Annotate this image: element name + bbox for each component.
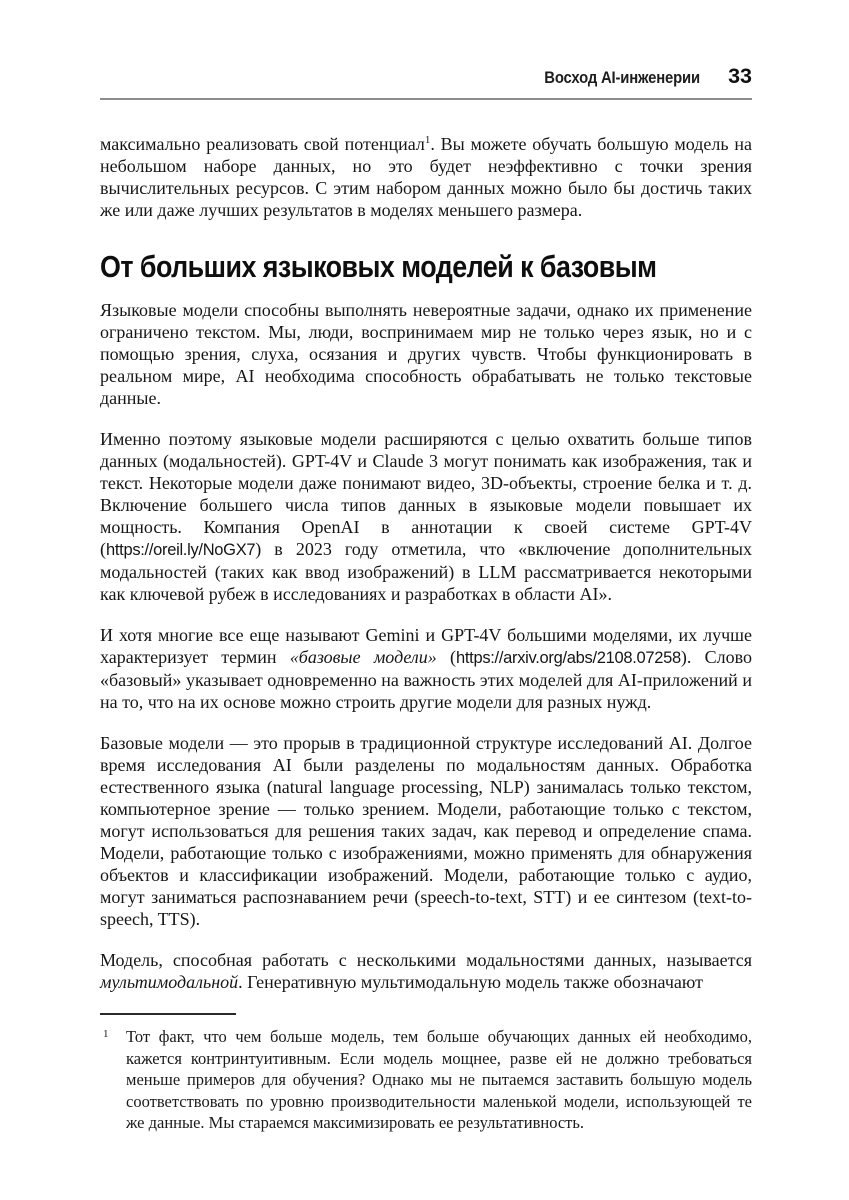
paragraph-text: . Вы можете обучать большую модель на небольшом наборе данных, но это будет неэффективно с точки зрения вычислительных ресурсов. С этим набором данных можно было бы достичь таких же или даже лучших результатов в моделях меньшего размера. xyxy=(100,134,753,220)
paragraph-text: Именно поэтому языковые модели расширяются с целью охватить больше типов данных (модальностей). GPT-4V и Claude 3 могут понимать как изображения, так и текст. Некоторые модели даже понимают видео, 3D-объекты, строение белка и т. д. Включение большего числа типов данных в языковые модели повышает их мощность. Компания OpenAI в аннотации к своей системе GPT-4V ( xyxy=(100,429,752,559)
section-heading xyxy=(100,248,752,285)
paragraph-multimodal xyxy=(100,949,752,993)
url-text-arxiv: https://arxiv.org/abs/2108.07258 xyxy=(456,649,681,667)
page-header xyxy=(100,64,752,100)
page-number: 33 xyxy=(728,64,752,88)
footnote xyxy=(100,1026,752,1134)
paragraph-intro xyxy=(100,133,752,221)
footnote-reference: 1 xyxy=(424,134,431,146)
paragraph-breakthrough: Базовые модели — это прорыв в традиционной структуре исследований AI. Долгое время исследования AI были разделены по модальностям данных. Обработка естественного языка (natural language processing, NLP) занималась только текстом, компьютерное зрение — только зрением. Модели, работающие только с текстом, могут использоваться для решения таких задач, как перевод и определение спама. Модели, работающие только с изображениями, можно применять для обнаружения объектов и классификации изображений. Модели, работающие только с аудио, могут заниматься распознаванием речи (speech-to-text, STT) и ее синтезом (text-to-speech, TTS). xyxy=(100,733,752,929)
page-body xyxy=(100,133,752,993)
footnote-area xyxy=(100,1013,752,1134)
paragraph-text: ) в 2023 году отметила, что «включение дополнительных модальностей (таких как ввод изображений) в LLM рассматривается некоторыми как ключевой рубеж в исследованиях и разработках в области AI». xyxy=(100,539,752,604)
term-foundation-models: «базовые модели» xyxy=(289,647,437,667)
running-title: Восход AI-инженерии xyxy=(544,69,701,87)
footnote-separator-rule xyxy=(100,1013,236,1015)
paragraph-text: . Генеративную мультимодальную модель также обозначают xyxy=(238,972,703,992)
paragraph-text: ( xyxy=(436,647,456,667)
footnote-marker: 1 xyxy=(103,1028,109,1040)
paragraph-language-models: Языковые модели способны выполнять невероятные задачи, однако их применение ограничено текстом. Мы, люди, воспринимаем мир не только через язык, но и с помощью зрения, слуха, осязания и других чувств. Чтобы функционировать в реальном мире, AI необходима способность обрабатывать не только текстовые данные. xyxy=(100,300,752,408)
footnote-text: Тот факт, что чем больше модель, тем больше обучающих данных ей необходимо, кажется контринтуитивным. Если модель мощнее, разве ей не должно требоваться меньше примеров для обучения? Однако мы не пытаемся заставить большую модель соответствовать по уровню производительности маленькой модели, использующей те же данные. Мы стараемся максимизировать ее результативность. xyxy=(126,1027,752,1132)
paragraph-text: максимально реализовать свой потенциал xyxy=(100,134,425,154)
paragraph-text: И хотя многие все еще называют Gemini и GPT-4V большими моделями, их лучше характеризует термин xyxy=(100,625,752,667)
section-heading-text: От больших языковых моделей к базовым xyxy=(100,250,657,284)
paragraph-foundation-term xyxy=(100,624,752,713)
paragraph-text: ). Слово «базовый» указывает одновременно на важность этих моделей для AI-приложений и на то, что на их основе можно строить другие модели для разных нужд. xyxy=(100,647,752,712)
paragraph-modalities xyxy=(100,428,752,605)
term-multimodal: мультимодальной xyxy=(100,972,239,992)
paragraph-text: Модель, способная работать с несколькими модальностями данных, называется xyxy=(100,950,752,970)
url-text-oreilly: https://oreil.ly/NoGX7 xyxy=(106,541,256,559)
